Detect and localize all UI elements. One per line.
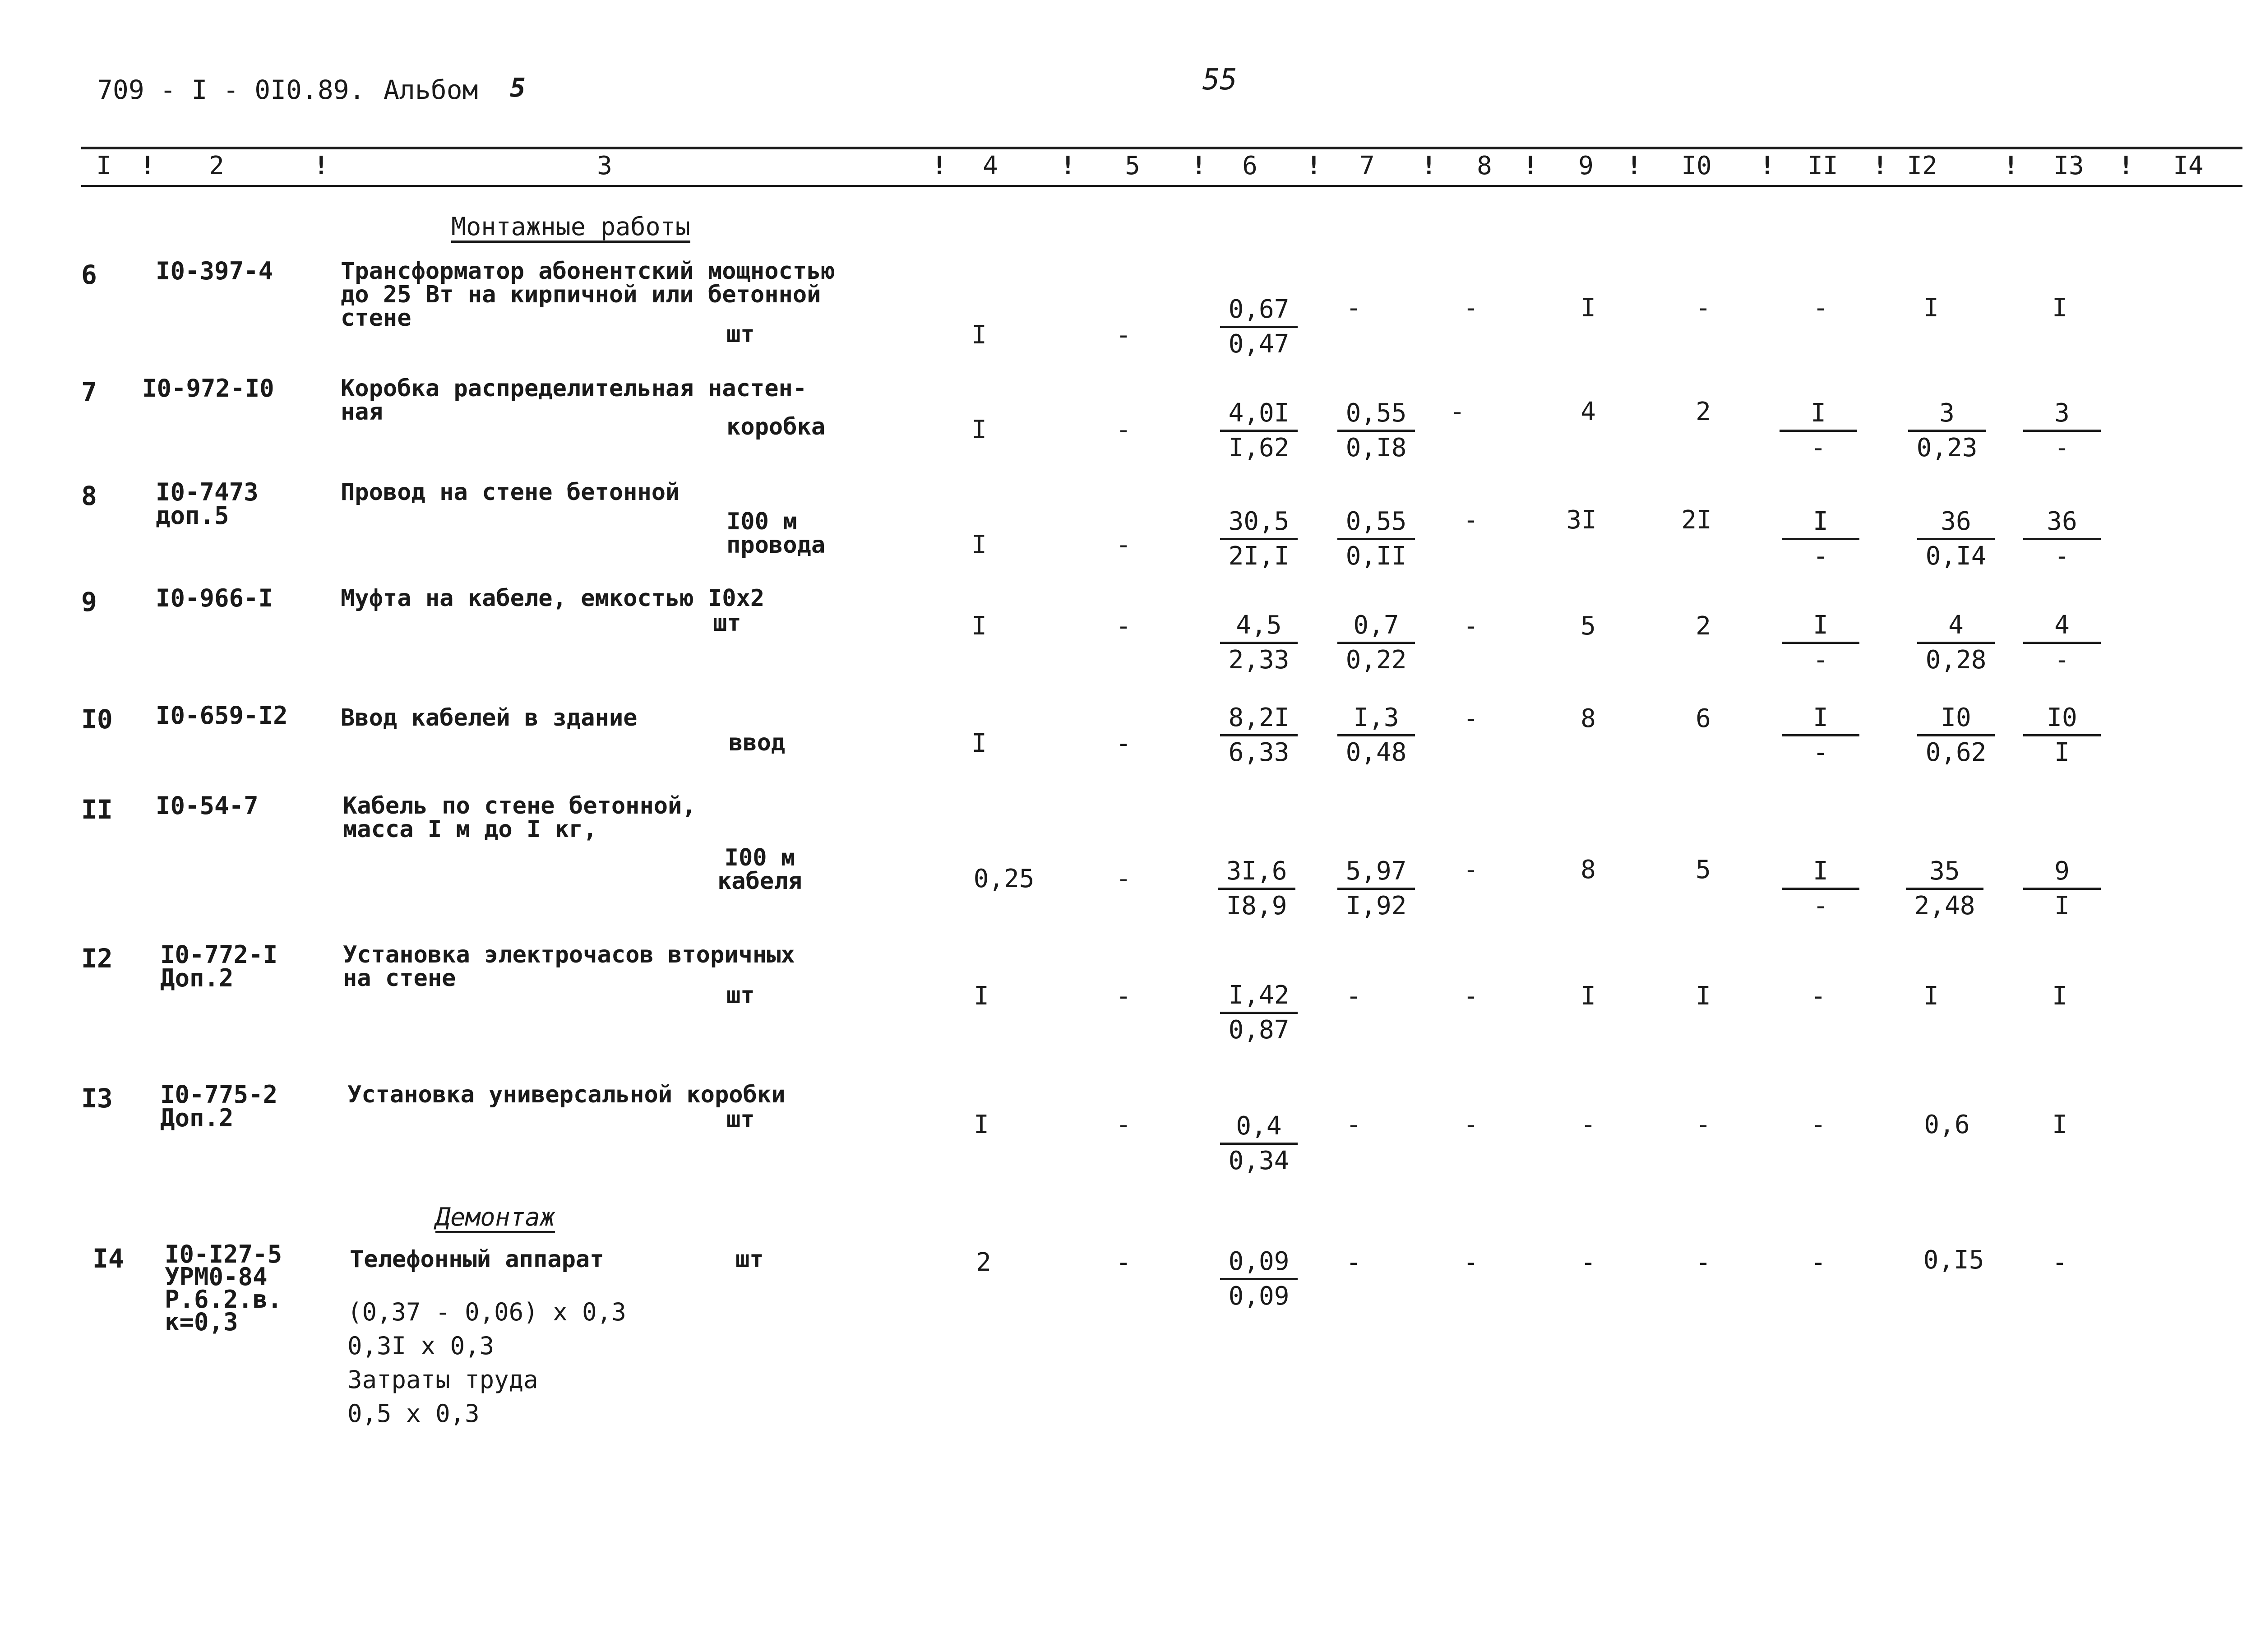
col-7: 7 (1359, 151, 1375, 180)
cell-col11-fraction: I - (1771, 505, 1870, 573)
cell-col6-fraction: $\frac{3I,6}{I8,9}$ (1207, 855, 1306, 922)
cell-col8: - (1463, 981, 1479, 1011)
unit-of-measure: ввод (729, 729, 786, 756)
cell-col8: - (1450, 397, 1465, 426)
cell-col5: - (1116, 981, 1131, 1011)
cell-col8: - (1463, 611, 1479, 641)
cell-col5: - (1116, 320, 1131, 350)
section-title-montage: Монтажные работы (451, 212, 690, 241)
cell-col5: - (1116, 729, 1131, 758)
table-row (0, 374, 2256, 467)
row-number: I3 (81, 1083, 113, 1114)
cell-col11: - (1811, 981, 1826, 1011)
row-number: 9 (81, 587, 97, 617)
cell-col7: - (1346, 1110, 1361, 1139)
col-5: 5 (1125, 151, 1140, 180)
table-row (0, 701, 2256, 794)
cell-col9: 4 (1581, 397, 1596, 426)
cell-col13: I (2052, 293, 2067, 323)
cell-col11-fraction: I - (1771, 609, 1870, 676)
row-number: I4 (92, 1243, 124, 1274)
cell-col10: 2 (1696, 397, 1711, 426)
cell-col11-fraction: I - (1769, 397, 1868, 464)
table-row (0, 1080, 2256, 1175)
cell-col5: - (1116, 611, 1131, 641)
col-10: I0 (1681, 151, 1712, 180)
table-row (0, 478, 2256, 571)
cell-col13: I (2052, 1110, 2067, 1139)
work-description: Установка универсальной коробки (347, 1081, 786, 1108)
col-8: 8 (1477, 151, 1492, 180)
doc-code: 709 - I - 0I0.89. (97, 74, 365, 105)
cell-col11: - (1811, 1248, 1826, 1277)
cell-col5: - (1116, 530, 1131, 560)
col-6: 6 (1242, 151, 1257, 180)
unit-of-measure: шт (713, 610, 741, 637)
cell-col4: I (971, 320, 987, 350)
cell-col9: I (1581, 293, 1596, 323)
cell-col8: - (1463, 293, 1479, 323)
table-row (0, 584, 2256, 677)
cell-col4: I (971, 415, 987, 444)
cell-col13: I (2052, 981, 2067, 1011)
cell-col11-fraction: I - (1771, 702, 1870, 769)
calc-line: (0,37 - 0,06) х 0,3 (347, 1298, 626, 1326)
row-number: 6 (81, 259, 97, 290)
cell-col12: 0,I5 (1923, 1245, 1984, 1275)
cell-col6-fraction: $\frac{4,5}{2,33}$ (1209, 609, 1308, 676)
cell-col7: - (1346, 981, 1361, 1011)
cell-col12-fraction: $\frac{I0}{0,62}$ (1906, 702, 2006, 769)
unit-of-measure: I00 м кабеля (717, 844, 802, 895)
cell-col4: I (974, 1110, 989, 1139)
unit-of-measure: шт (726, 982, 755, 1009)
col-11: II (1808, 151, 1838, 180)
col-1: I (96, 151, 111, 180)
col-13: I3 (2053, 151, 2084, 180)
norm-code: I0-659-I2 (156, 701, 288, 730)
cell-col8: - (1463, 704, 1479, 733)
table-row (0, 1240, 2256, 1336)
cell-col12-fraction: $\frac{35}{2,48}$ (1895, 855, 1994, 922)
norm-code: I0-I27-5 УРМ0-84 Р.6.2.в. к=0,3 (165, 1240, 282, 1336)
unit-of-measure: шт (726, 1106, 755, 1133)
album-label: Альбом (384, 74, 478, 105)
cell-col7-fraction: $\frac{0,55}{0,II}$ (1327, 505, 1426, 573)
cell-col11: - (1811, 1110, 1826, 1139)
cell-col7-fraction: $\frac{0,55}{0,I8}$ (1327, 397, 1426, 464)
row-number: II (81, 794, 113, 825)
cell-col12: I (1923, 293, 1939, 323)
cell-col5: - (1116, 415, 1131, 444)
col-4: 4 (983, 151, 998, 180)
cell-col6-fraction: $\frac{4,0I}{I,62}$ (1209, 397, 1308, 464)
work-description: Коробка распределительная настен- ная (341, 375, 807, 426)
cell-col10: 5 (1696, 855, 1711, 884)
cell-col10: - (1696, 293, 1711, 323)
header-top-rule (81, 147, 2242, 149)
cell-col7: - (1346, 1248, 1361, 1277)
cell-col10: - (1696, 1110, 1711, 1139)
unit-of-measure: шт (726, 321, 755, 348)
album-number: 5 (510, 72, 526, 103)
cell-col13-fraction: 3 - (2012, 397, 2112, 464)
norm-code: I0-772-I Доп.2 (160, 940, 278, 992)
col-9: 9 (1578, 151, 1594, 180)
row-number: 8 (81, 481, 97, 511)
cell-col4: I (974, 981, 989, 1011)
cell-col12: 0,6 (1924, 1110, 1970, 1139)
norm-code: I0-966-I (156, 584, 273, 612)
cell-col7: - (1346, 293, 1361, 323)
cell-col8: - (1463, 855, 1479, 884)
cell-col9: 8 (1581, 704, 1596, 733)
table-row (0, 791, 2256, 921)
cell-col10: I (1696, 981, 1711, 1011)
col-14: I4 (2173, 151, 2204, 180)
work-description: Провод на стене бетонной (341, 479, 680, 506)
table-row (0, 940, 2256, 1045)
row-number: I0 (81, 704, 113, 735)
cell-col11: - (1813, 293, 1828, 323)
cell-col9: - (1581, 1110, 1596, 1139)
cell-col6-fraction: $\frac{8,2I}{6,33}$ (1209, 702, 1308, 769)
cell-col5: - (1116, 1248, 1131, 1277)
cell-col11-fraction: I - (1771, 855, 1870, 922)
cell-col10: - (1696, 1248, 1711, 1277)
work-description: Ввод кабелей в здание (341, 704, 638, 731)
cell-col10: 6 (1696, 704, 1711, 733)
cell-col5: - (1116, 864, 1131, 893)
cell-col6-fraction: $\frac{30,5}{2I,I}$ (1209, 505, 1308, 573)
calculation-notes (347, 1295, 626, 1430)
col-2: 2 (209, 151, 224, 180)
norm-code: I0-7473 доп.5 (156, 478, 259, 530)
cell-col9: 5 (1581, 611, 1596, 641)
cell-col9: I (1581, 981, 1596, 1011)
cell-col10: 2I (1681, 505, 1712, 535)
cell-col12: I (1923, 981, 1939, 1011)
cell-col13-fraction: $\frac{9}{I}$ (2012, 855, 2112, 922)
section-title-demontage: Демонтаж (435, 1203, 555, 1231)
cell-col8: - (1463, 1110, 1479, 1139)
cell-col9: - (1581, 1248, 1596, 1277)
cell-col4: I (971, 611, 987, 641)
work-description: Муфта на кабеле, емкостью I0х2 (341, 585, 765, 612)
cell-col7-fraction: $\frac{5,97}{I,92}$ (1327, 855, 1426, 922)
work-description: Трансформатор абонентский мощностью до 25 Вт на кирпичной или бетонной стене (341, 258, 835, 332)
cell-col5: - (1116, 1110, 1131, 1139)
norm-code: I0-397-4 (156, 257, 273, 285)
table-row (0, 257, 2256, 359)
cell-col6-fraction: $\frac{0,67}{0,47}$ (1209, 293, 1308, 361)
cell-col9: 8 (1581, 855, 1596, 884)
unit-of-measure: I00 м провода (726, 508, 826, 559)
calc-line: 0,5 х 0,3 (347, 1399, 480, 1428)
cell-col4: 2 (976, 1248, 991, 1277)
page-number: 55 (1202, 63, 1238, 97)
cell-col8: - (1463, 505, 1479, 535)
cell-col4: 0,25 (973, 864, 1035, 893)
col-12: I2 (1907, 151, 1937, 180)
cell-col13-fraction: 4 - (2012, 609, 2112, 676)
cell-col6-fraction: $\frac{0,4}{0,34}$ (1209, 1110, 1308, 1177)
cell-col7-fraction: $\frac{0,7}{0,22}$ (1327, 609, 1426, 676)
cell-col9: 3I (1566, 505, 1597, 535)
work-description: Установка электрочасов вторичных на стене (343, 941, 795, 992)
norm-code: I0-54-7 (156, 791, 259, 820)
cell-col7-fraction: $\frac{I,3}{0,48}$ (1327, 702, 1426, 769)
calc-line: Затраты труда (347, 1365, 538, 1394)
cell-col12-fraction: $\frac{3}{0,23}$ (1897, 397, 1997, 464)
cell-col13-fraction: 36 - (2012, 505, 2112, 573)
cell-col8: - (1463, 1248, 1479, 1277)
header-bottom-rule (81, 185, 2242, 187)
cell-col12-fraction: $\frac{4}{0,28}$ (1906, 609, 2006, 676)
norm-code: I0-972-I0 (142, 374, 274, 403)
row-number: I2 (81, 943, 113, 974)
row-number: 7 (81, 377, 97, 407)
cell-col4: I (971, 729, 987, 758)
cell-col6-fraction: $\frac{I,42}{0,87}$ (1209, 979, 1308, 1046)
work-description: Кабель по стене бетонной, масса I м до I кг, (343, 792, 696, 843)
work-description: Телефонный аппарат (350, 1246, 604, 1273)
cell-col6-fraction: $\frac{0,09}{0,09}$ (1209, 1245, 1308, 1313)
norm-code: I0-775-2 Доп.2 (160, 1080, 278, 1132)
cell-col13-fraction: $\frac{I0}{I}$ (2012, 702, 2112, 769)
cell-col10: 2 (1696, 611, 1711, 641)
calc-line: 0,3I х 0,3 (347, 1332, 495, 1360)
cell-col13: - (2052, 1248, 2067, 1277)
col-3: 3 (597, 151, 612, 180)
unit-of-measure: шт (735, 1246, 764, 1273)
cell-col4: I (971, 530, 987, 560)
cell-col12-fraction: $\frac{36}{0,I4}$ (1906, 505, 2006, 573)
unit-of-measure: коробка (726, 413, 826, 440)
